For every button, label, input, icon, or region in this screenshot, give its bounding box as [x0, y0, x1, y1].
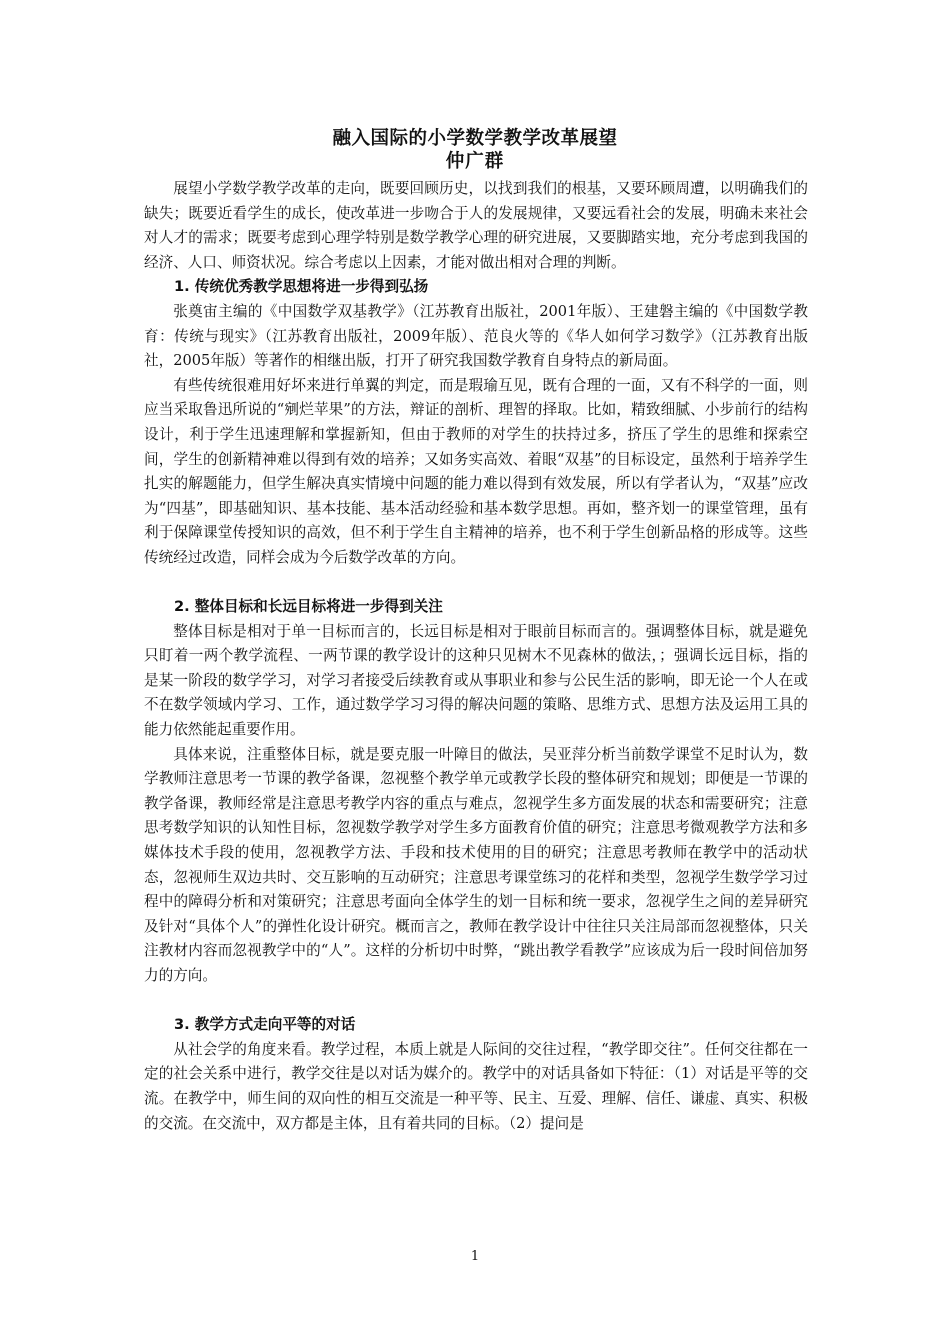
- section-2-paragraph-1: 整体目标是相对于单一目标而言的，长远目标是相对于眼前目标而言的。强调整体目标，就是避免只盯着一两个教学流程、一两节课的教学设计的这种只见树木不见森林的做法，；强调长远目标，指的是某一阶段的数学学习，对学习者接受后续教育或从事职业和参与公民生活的影响，即无论一个人在或不在数学领域内学习、工作，通过数学学习习得的解决问题的策略、思维方式、思想方法及运用工具的能力依然能起重要作用。: [144, 622, 808, 739]
- section-2-heading: 2. 整体目标和长远目标将进一步得到关注: [174, 598, 443, 616]
- section-3-paragraph-1: 从社会学的角度来看。教学过程，本质上就是人际间的交往过程，“教学即交往”。任何交往都在一定的社会关系中进行，教学交往是以对话为媒介的。教学中的对话具备如下特征：（1）对话是平等的交流。在教学中，师生间的双向性的相互交流是一种平等、民主、互爱、理解、信任、谦虚、真实、积极的交流。在交流中，双方都是主体，且有着共同的目标。（2）提问是: [144, 1040, 808, 1132]
- document-title: 融入国际的小学数学教学改革展望: [332, 128, 618, 149]
- section-1-heading: 1. 传统优秀教学思想将进一步得到弘扬: [174, 278, 429, 296]
- section-1-paragraph-1: 张奠宙主编的《中国数学双基教学》（江苏教育出版社，2001年版）、王建磐主编的《中国数学教育：传统与现实》（江苏教育出版社，2009年版）、范良火等的《华人如何学习数学》（江苏教育出版社，2005年版）等著作的相继出版，打开了研究我国数学教育自身特点的新局面。: [144, 302, 808, 370]
- document-body: [144, 177, 808, 1136]
- section-1-paragraph-2: 有些传统很难用好坏来进行单翼的判定，而是瑕瑜互见，既有合理的一面，又有不科学的一面，则应当采取鲁迅所说的“剜烂苹果”的方法，辩证的剖析、理智的择取。比如，精致细腻、小步前行的结构设计，利于学生迅速理解和掌握新知，但由于教师的对学生的扶持过多，挤压了学生的思维和探索空间，学生的创新精神难以得到有效的培养；又如务实高效、着眼“双基”的目标设定，虽然利于培养学生扎实的解题能力，但学生解决真实情境中问题的能力难以得到有效发展，所以有学者认为，“双基”应改为“四基”，即基础知识、基本技能、基本活动经验和基本数学思想。再如，整齐划一的课堂管理，虽有利于保障课堂传授知识的高效，但不利于学生自主精神的培养，也不利于学生创新品格的形成等。这些传统经过改造，同样会成为今后数学改革的方向。: [144, 376, 808, 566]
- intro-paragraph: 展望小学数学教学改革的走向，既要回顾历史，以找到我们的根基，又要环顾周遭，以明确我们的缺失；既要近看学生的成长，使改革进一步吻合于人的发展规律，又要远看社会的发展，明确未来社会对人才的需求；既要考虑到心理学特别是数学教学心理的研究进展，又要脚踏实地，充分考虑到我国的经济、人口、师资状况。综合考虑以上因素，才能对做出相对合理的判断。: [144, 180, 808, 271]
- page-number: 1: [470, 1249, 480, 1264]
- paragraph-spacer: [144, 571, 808, 596]
- paragraph-spacer: [144, 989, 808, 1014]
- section-3-heading: 3. 教学方式走向平等的对话: [174, 1016, 356, 1034]
- author-name: 仲广群: [445, 151, 505, 172]
- section-2-paragraph-2: 具体来说，注重整体目标，就是要克服一叶障目的做法，吴亚萍分析当前数学课堂不足时认为，数学教师注意思考一节课的教学备课，忽视整个教学单元或教学长段的整体研究和规划；即便是一节课的教学备课，教师经常是注意思考教学内容的重点与难点，忽视学生多方面发展的状态和需要研究；注意思考数学知识的认知性目标，忽视数学教学对学生多方面教育价值的研究；注意思考微观教学方法和多媒体技术手段的使用，忽视教学方法、手段和技术使用的目的研究；注意思考教师在教学中的活动状态，忽视师生双边共时、交互影响的互动研究；注意思考课堂练习的花样和类型，忽视学生数学学习过程中的障碍分析和对策研究；注意思考面向全体学生的划一目标和统一要求，忽视学生之间的差异研究及针对“具体个人”的弹性化设计研究。概而言之，教师在教学设计中往往只关注局部而忽视整体，只关注教材内容而忽视教学中的“人”。这样的分析切中时弊，“跳出教学看教学”应该成为后一段时间倍加努力的方向。: [144, 745, 808, 984]
